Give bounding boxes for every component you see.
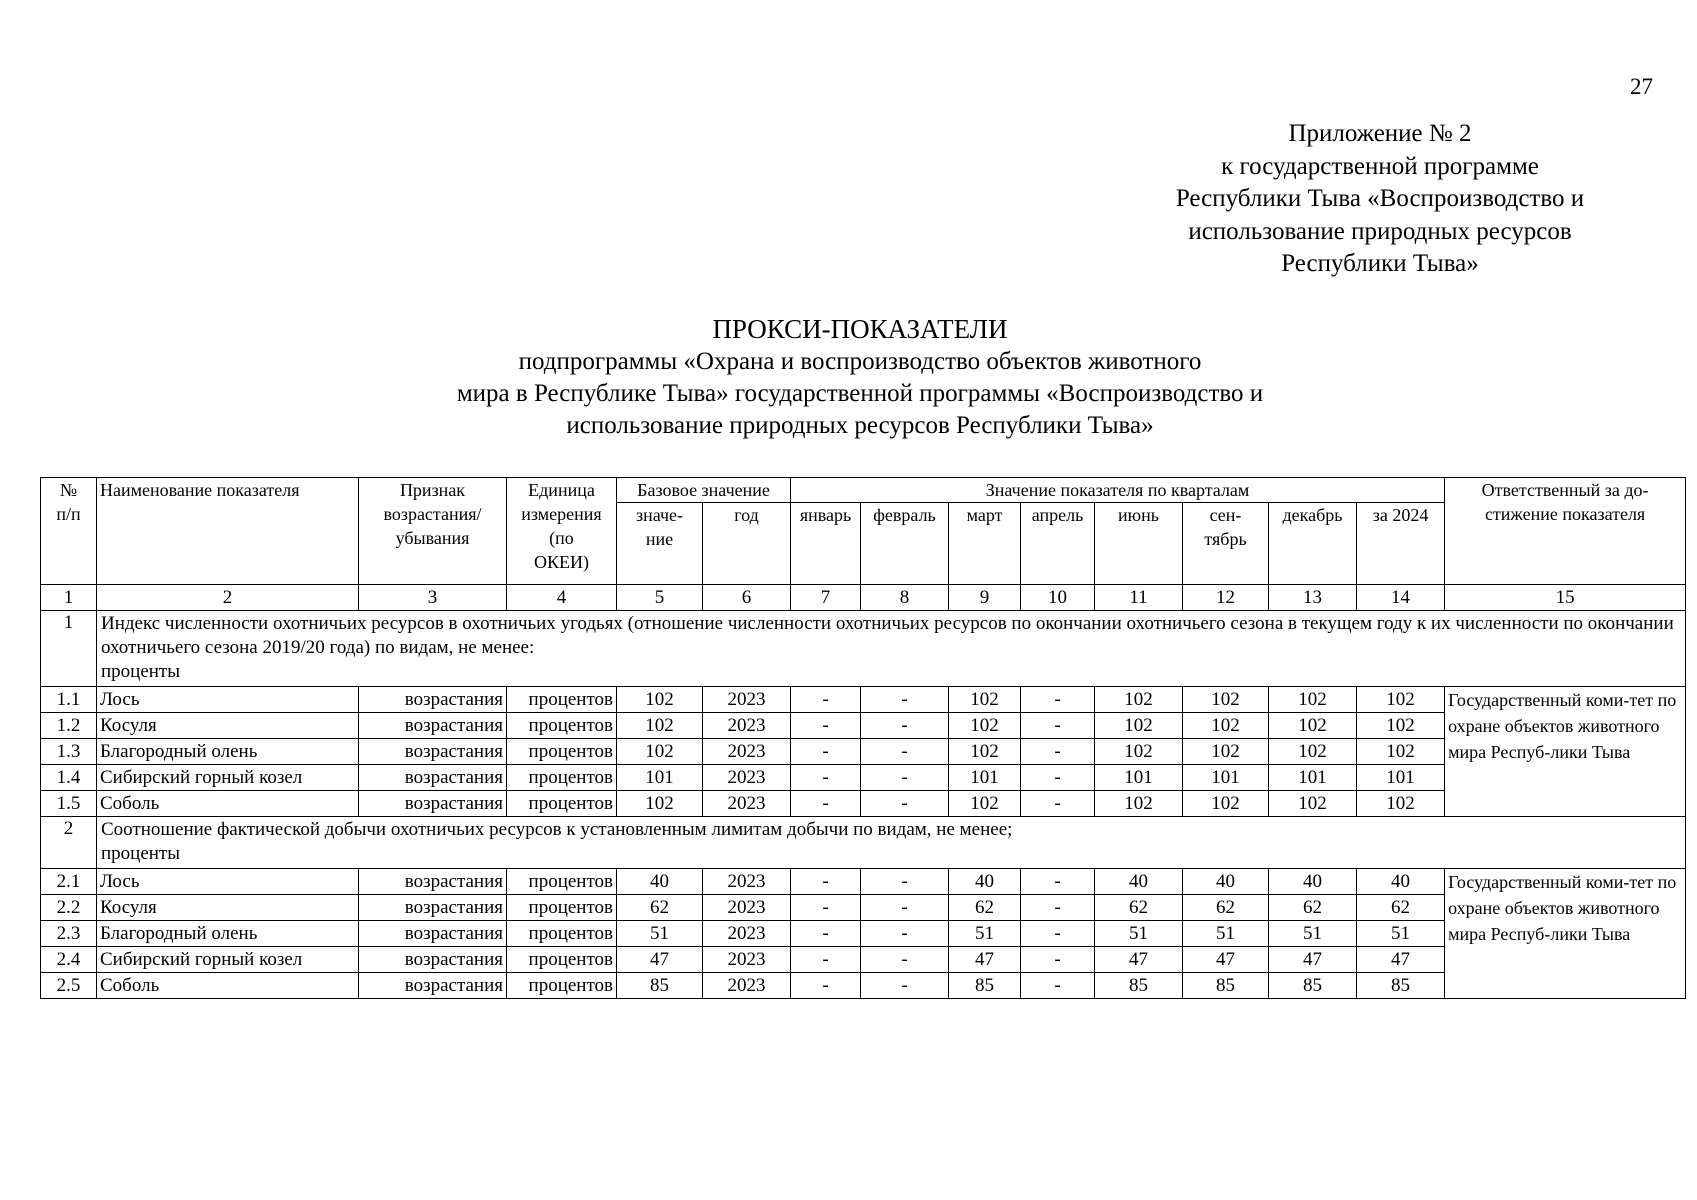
table-row (41, 791, 1686, 817)
indicator-name: Благородный олень (97, 921, 359, 947)
sep-value: 101 (1183, 765, 1269, 791)
header-unit-line: (по (549, 528, 574, 548)
jan-value: - (791, 947, 861, 973)
mar-value: 40 (949, 869, 1021, 895)
year-total-value: 101 (1357, 765, 1445, 791)
trend-sign: возрастания (359, 973, 507, 999)
column-number: 7 (791, 585, 861, 611)
base-year-cell: 2023 (703, 713, 791, 739)
table-row (41, 895, 1686, 921)
mar-value: 51 (949, 921, 1021, 947)
sep-value: 51 (1183, 921, 1269, 947)
column-number: 13 (1269, 585, 1357, 611)
year-total-value: 102 (1357, 791, 1445, 817)
header-unit-line: измерения (521, 504, 602, 524)
mar-value: 102 (949, 687, 1021, 713)
row-num: 2.1 (41, 869, 97, 895)
unit-cell: процентов (507, 947, 617, 973)
annex-line: Приложение № 2 (1288, 120, 1472, 147)
feb-value: - (861, 713, 949, 739)
dec-value: 102 (1269, 791, 1357, 817)
year-total-value: 51 (1357, 921, 1445, 947)
unit-cell: процентов (507, 973, 617, 999)
trend-sign: возрастания (359, 791, 507, 817)
unit-cell: процентов (507, 791, 617, 817)
base-year-cell: 2023 (703, 973, 791, 999)
apr-value: - (1021, 739, 1095, 765)
sep-value: 102 (1183, 739, 1269, 765)
indicator-name: Соболь (97, 791, 359, 817)
jan-value: - (791, 687, 861, 713)
header-base-group: Базовое значение (617, 478, 791, 503)
row-num: 2.5 (41, 973, 97, 999)
base-value-cell: 85 (617, 973, 703, 999)
header-unit-line: Единица (528, 480, 595, 500)
indicator-name: Косуля (97, 895, 359, 921)
indicator-name: Лось (97, 869, 359, 895)
jun-value: 102 (1095, 713, 1183, 739)
row-num: 2.4 (41, 947, 97, 973)
table-row (41, 687, 1686, 713)
jun-value: 85 (1095, 973, 1183, 999)
jan-value: - (791, 869, 861, 895)
jun-value: 102 (1095, 739, 1183, 765)
section-unit-line: проценты (101, 661, 181, 682)
feb-value: - (861, 921, 949, 947)
section-num: 1 (41, 611, 97, 687)
indicator-name: Лось (97, 687, 359, 713)
trend-sign: возрастания (359, 687, 507, 713)
section-row (41, 611, 1686, 687)
column-number: 11 (1095, 585, 1183, 611)
unit-cell: процентов (507, 765, 617, 791)
base-year-cell: 2023 (703, 869, 791, 895)
header-sign (359, 478, 507, 585)
row-num: 1.1 (41, 687, 97, 713)
feb-value: - (861, 765, 949, 791)
year-total-value: 102 (1357, 739, 1445, 765)
base-year-cell: 2023 (703, 895, 791, 921)
row-num: 2.3 (41, 921, 97, 947)
header-month-jun: июнь (1095, 503, 1183, 585)
column-number: 3 (359, 585, 507, 611)
apr-value: - (1021, 921, 1095, 947)
indicator-name: Благородный олень (97, 739, 359, 765)
base-year-cell: 2023 (703, 791, 791, 817)
header-sign-line: убывания (395, 528, 470, 548)
sep-value: 102 (1183, 791, 1269, 817)
apr-value: - (1021, 869, 1095, 895)
base-value-cell: 62 (617, 895, 703, 921)
apr-value: - (1021, 687, 1095, 713)
mar-value: 102 (949, 739, 1021, 765)
jun-value: 40 (1095, 869, 1183, 895)
table-row (41, 713, 1686, 739)
apr-value: - (1021, 713, 1095, 739)
section-description: Индекс численности охотничьих ресурсов в охотничьих угодьях (отношение численности охотничьих ресурсов по окончании охотничьего сезона в текущем году к их численности по окончании охотничьего сезона 2019/20 года) по видам, не менее: (101, 613, 1674, 658)
apr-value: - (1021, 947, 1095, 973)
sep-value: 85 (1183, 973, 1269, 999)
feb-value: - (861, 687, 949, 713)
unit-cell: процентов (507, 739, 617, 765)
sep-value: 62 (1183, 895, 1269, 921)
base-value-cell: 47 (617, 947, 703, 973)
page-number: 27 (1630, 74, 1653, 99)
section-num: 2 (41, 817, 97, 869)
header-base-value-line: ние (645, 529, 674, 550)
jan-value: - (791, 791, 861, 817)
base-value-cell: 102 (617, 791, 703, 817)
header-num-line: п/п (56, 504, 81, 524)
header-num-line: № (59, 480, 78, 500)
header-month-feb: февраль (861, 503, 949, 585)
trend-sign: возрастания (359, 765, 507, 791)
apr-value: - (1021, 895, 1095, 921)
feb-value: - (861, 895, 949, 921)
column-number: 14 (1357, 585, 1445, 611)
jan-value: - (791, 739, 861, 765)
indicator-name: Сибирский горный козел (97, 947, 359, 973)
unit-cell: процентов (507, 713, 617, 739)
jan-value: - (791, 713, 861, 739)
base-value-cell: 102 (617, 739, 703, 765)
feb-value: - (861, 739, 949, 765)
sep-value: 40 (1183, 869, 1269, 895)
mar-value: 102 (949, 713, 1021, 739)
annex-line: Республики Тыва» (1281, 250, 1479, 277)
header-month-dec: декабрь (1269, 503, 1357, 585)
title-line: мира в Республике Тыва» государственной программы «Воспроизводство и (456, 380, 1264, 407)
indicator-name: Соболь (97, 973, 359, 999)
section-description-cell (97, 611, 1686, 687)
trend-sign: возрастания (359, 739, 507, 765)
trend-sign: возрастания (359, 869, 507, 895)
title-line: подпрограммы «Охрана и воспроизводство объектов животного (518, 348, 1202, 375)
jun-value: 102 (1095, 791, 1183, 817)
dec-value: 51 (1269, 921, 1357, 947)
base-value-cell: 101 (617, 765, 703, 791)
table-row (41, 947, 1686, 973)
dec-value: 102 (1269, 739, 1357, 765)
column-number: 6 (703, 585, 791, 611)
annex-line: к государственной программе (1221, 152, 1539, 180)
header-sign-line: возрастания/ (383, 504, 482, 524)
apr-value: - (1021, 765, 1095, 791)
apr-value: - (1021, 973, 1095, 999)
header-base-value-line: значе- (635, 505, 684, 526)
mar-value: 102 (949, 791, 1021, 817)
header-unit (507, 478, 617, 585)
row-num: 1.3 (41, 739, 97, 765)
base-value-cell: 102 (617, 687, 703, 713)
column-number: 4 (507, 585, 617, 611)
trend-sign: возрастания (359, 947, 507, 973)
jan-value: - (791, 921, 861, 947)
trend-sign: возрастания (359, 921, 507, 947)
header-sign-line: Признак (399, 480, 466, 500)
year-total-value: 85 (1357, 973, 1445, 999)
sep-value: 102 (1183, 713, 1269, 739)
header-num (41, 478, 97, 585)
table-row (41, 765, 1686, 791)
unit-cell: процентов (507, 895, 617, 921)
dec-value: 85 (1269, 973, 1357, 999)
base-year-cell: 2023 (703, 947, 791, 973)
header-month-mar: март (949, 503, 1021, 585)
column-number: 1 (41, 585, 97, 611)
trend-sign: возрастания (359, 895, 507, 921)
table-row (41, 973, 1686, 999)
row-num: 1.5 (41, 791, 97, 817)
annex-line: Республики Тыва «Воспроизводство и (1175, 185, 1585, 212)
section-row (41, 817, 1686, 869)
annex-block (1120, 118, 1640, 281)
year-total-value: 40 (1357, 869, 1445, 895)
column-number: 10 (1021, 585, 1095, 611)
base-year-cell: 2023 (703, 765, 791, 791)
annex-line: использование природных ресурсов (1188, 217, 1572, 245)
base-year-cell: 2023 (703, 921, 791, 947)
header-responsible-line: стижение показателя (1484, 504, 1646, 524)
jan-value: - (791, 973, 861, 999)
apr-value: - (1021, 791, 1095, 817)
section-unit-line: проценты (101, 843, 181, 864)
header-sep-line: сен- (1209, 505, 1242, 526)
year-total-value: 102 (1357, 713, 1445, 739)
header-month-apr: апрель (1021, 503, 1095, 585)
feb-value: - (861, 869, 949, 895)
column-number: 12 (1183, 585, 1269, 611)
table-row (41, 869, 1686, 895)
indicator-name: Косуля (97, 713, 359, 739)
mar-value: 101 (949, 765, 1021, 791)
row-num: 2.2 (41, 895, 97, 921)
base-year-cell: 2023 (703, 739, 791, 765)
section-description-cell (97, 817, 1686, 869)
header-responsible (1445, 478, 1686, 585)
dec-value: 47 (1269, 947, 1357, 973)
feb-value: - (861, 973, 949, 999)
year-total-value: 62 (1357, 895, 1445, 921)
base-year-cell: 2023 (703, 687, 791, 713)
unit-cell: процентов (507, 687, 617, 713)
header-base-year: год (703, 503, 791, 585)
jun-value: 102 (1095, 687, 1183, 713)
table-row (41, 739, 1686, 765)
sep-value: 102 (1183, 687, 1269, 713)
unit-cell: процентов (507, 921, 617, 947)
table-row (41, 921, 1686, 947)
row-num: 1.2 (41, 713, 97, 739)
column-number: 2 (97, 585, 359, 611)
base-value-cell: 102 (617, 713, 703, 739)
header-row (41, 478, 1686, 503)
header-unit-line: ОКЕИ) (534, 552, 589, 572)
feb-value: - (861, 791, 949, 817)
jun-value: 101 (1095, 765, 1183, 791)
dec-value: 102 (1269, 687, 1357, 713)
indicators-table (40, 477, 1686, 999)
jan-value: - (791, 895, 861, 921)
header-responsible-line: Ответственный за до- (1481, 480, 1649, 500)
dec-value: 40 (1269, 869, 1357, 895)
jun-value: 47 (1095, 947, 1183, 973)
responsible-cell: Государственный коми-тет по охране объектов животного мира Респуб-лики Тыва (1445, 687, 1686, 817)
mar-value: 47 (949, 947, 1021, 973)
column-number: 8 (861, 585, 949, 611)
mar-value: 62 (949, 895, 1021, 921)
section-description: Соотношение фактической добычи охотничьих ресурсов к установленным лимитам добычи по видам, не менее; (101, 819, 1013, 840)
header-month-sep (1183, 503, 1269, 585)
indicator-name: Сибирский горный козел (97, 765, 359, 791)
year-total-value: 102 (1357, 687, 1445, 713)
header-quarters-group: Значение показателя по кварталам (791, 478, 1445, 503)
row-num: 1.4 (41, 765, 97, 791)
mar-value: 85 (949, 973, 1021, 999)
column-numbers-row (41, 585, 1686, 611)
jun-value: 51 (1095, 921, 1183, 947)
base-value-cell: 40 (617, 869, 703, 895)
dec-value: 102 (1269, 713, 1357, 739)
responsible-cell: Государственный коми-тет по охране объектов животного мира Респуб-лики Тыва (1445, 869, 1686, 999)
header-sep-line: тябрь (1204, 529, 1247, 550)
title-line: использование природных ресурсов Республики Тыва» (566, 412, 1154, 439)
year-total-value: 47 (1357, 947, 1445, 973)
unit-cell: процентов (507, 869, 617, 895)
sep-value: 47 (1183, 947, 1269, 973)
dec-value: 62 (1269, 895, 1357, 921)
header-month-jan: январь (791, 503, 861, 585)
title-heading: ПРОКСИ-ПОКАЗАТЕЛИ (712, 314, 1008, 344)
base-value-cell: 51 (617, 921, 703, 947)
trend-sign: возрастания (359, 713, 507, 739)
column-number: 9 (949, 585, 1021, 611)
jan-value: - (791, 765, 861, 791)
column-number: 15 (1445, 585, 1686, 611)
dec-value: 101 (1269, 765, 1357, 791)
column-number: 5 (617, 585, 703, 611)
document-title (330, 313, 1390, 442)
header-base-value (617, 503, 703, 585)
feb-value: - (861, 947, 949, 973)
header-year-total: за 2024 (1357, 503, 1445, 585)
jun-value: 62 (1095, 895, 1183, 921)
header-name: Наименование показателя (97, 478, 359, 585)
